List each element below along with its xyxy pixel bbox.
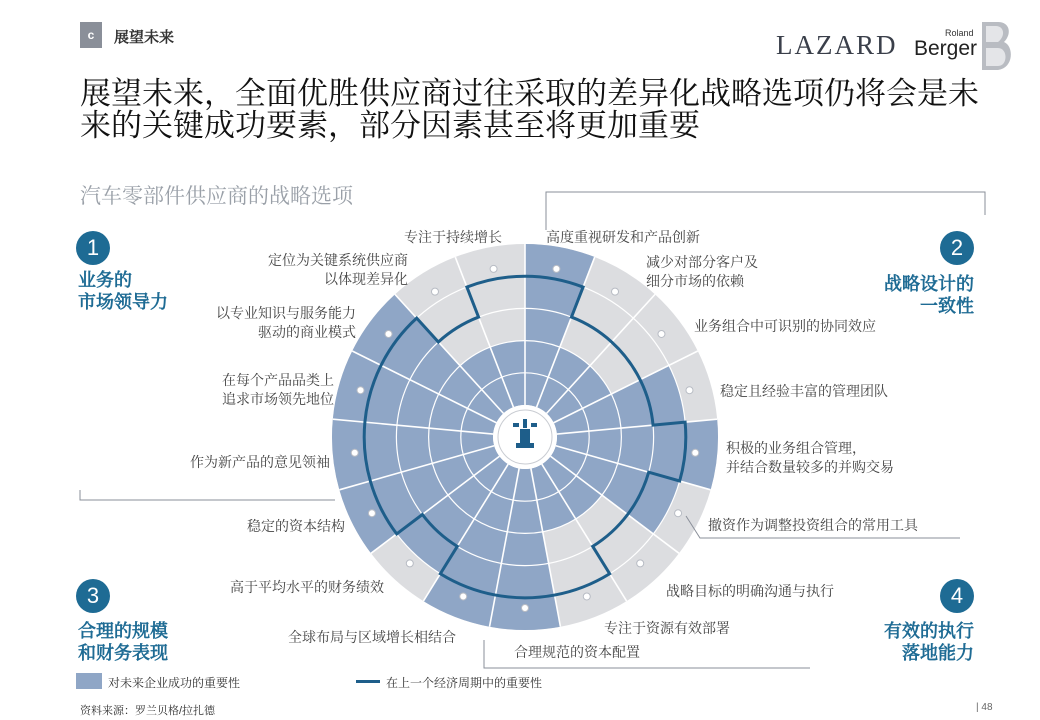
berger-logo-text: Berger [914,37,978,60]
page-number: | 48 [976,702,993,713]
segment-label [268,251,408,289]
bracket-group-2 [546,192,985,230]
segment-label-line: 高度重视研发和产品创新 [546,229,700,245]
group-2-number: 2 [940,231,974,265]
segment-marker-dot [406,560,413,567]
segment-marker-dot [675,510,682,517]
page-number-value: 48 [981,702,993,713]
segment-marker-dot [637,560,644,567]
segment-marker-dot [385,330,392,337]
segment-label-line: 驱动的商业模式 [258,324,356,340]
segment-label [604,619,730,638]
segment-label [288,628,456,647]
segment-marker-dot [490,265,497,272]
segment-marker-dot [431,288,438,295]
segment-label [720,382,888,401]
group-1-number: 1 [76,231,110,265]
segment-label [222,371,334,409]
segment-label-line: 作为新产品的意见领袖 [190,454,330,470]
segment-marker-dot [686,387,693,394]
group-2-title-line: 一致性 [920,296,974,316]
legend-label-past: 在上一个经济周期中的重要性 [386,676,543,690]
segment-label-line: 以专业知识与服务能力 [216,305,356,321]
segment-marker-dot [351,449,358,456]
segment-marker-dot [692,449,699,456]
segment-label-line: 细分市场的依赖 [646,273,744,289]
segment-marker-dot [357,387,364,394]
roland-logo-text: Roland [945,28,974,38]
segment-label-line: 以体现差异化 [324,271,408,287]
segment-label-line: 专注于资源有效部署 [604,620,730,636]
segment-label [726,439,894,477]
segment-label [230,578,384,597]
group-4-number: 4 [940,579,974,613]
segment-label-line: 合理规范的资本配置 [514,644,640,660]
segment-label [546,228,700,247]
segment-marker-dot [553,265,560,272]
segment-label-line: 减少对部分客户及 [646,254,758,270]
source-note: 资料来源：罗兰贝格/拉扎德 [80,705,216,717]
headline: 展望未来，全面优胜供应商过往采取的差异化战略选项仍将会是未来的关键成功要素，部分因素甚至将更加重要 [80,76,979,143]
section-letter: c [80,22,102,48]
group-3-number: 3 [76,579,110,613]
group-4-title-line: 有效的执行 [884,621,974,641]
segment-label [646,253,758,291]
segment-label [404,228,502,247]
segment-label [216,304,356,342]
segment-marker-dot [522,605,529,612]
segment-label-line: 业务组合中可识别的协同效应 [694,318,876,334]
segment-marker-dot [460,593,467,600]
legend-swatch-future [76,673,102,689]
segment-marker-dot [658,330,665,337]
segment-label-line: 追求市场领先地位 [222,391,334,407]
segment-label-line: 并结合数量较多的并购交易 [726,459,894,475]
bracket-group-1-bottom [80,490,335,500]
segment-marker-dot [612,288,619,295]
section-label: 展望未来 [114,29,175,46]
lazard-logo: LAZARD [776,30,898,60]
segment-label-line: 高于平均水平的财务绩效 [230,579,384,595]
group-3-title-line: 合理的规模 [78,621,168,641]
segment-label [247,517,345,536]
segment-label-line: 战略目标的明确沟通与执行 [666,583,834,599]
segment-label-line: 积极的业务组合管理， [726,440,866,456]
segment-label-line: 撤资作为调整投资组合的常用工具 [708,517,918,533]
segment-label-line: 定位为关键系统供应商 [268,252,408,268]
group-1-title-line: 市场领导力 [78,292,168,312]
segment-label-line: 稳定的资本结构 [247,518,345,534]
legend-label-future: 对未来企业成功的重要性 [108,676,241,690]
segment-label-line: 专注于持续增长 [404,229,502,245]
segment-label [190,453,330,472]
segment-marker-dot [583,593,590,600]
segment-label [694,317,876,336]
group-3-title-line: 和财务表现 [78,643,168,663]
segment-label-line: 在每个产品品类上 [222,372,334,388]
segment-label-line: 全球布局与区域增长相结合 [288,629,456,645]
segment-label-line: 稳定且经验丰富的管理团队 [720,383,888,399]
group-2-title-line: 战略设计的 [884,274,974,294]
segment-label [708,516,918,535]
group-4-title-line: 落地能力 [902,643,974,663]
segment-marker-dot [368,510,375,517]
segment-label [666,582,834,601]
chart-subtitle: 汽车零部件供应商的战略选项 [80,185,353,208]
segment-label [514,643,640,662]
legend-swatch-past [356,680,380,683]
group-1-title-line: 业务的 [78,270,132,290]
